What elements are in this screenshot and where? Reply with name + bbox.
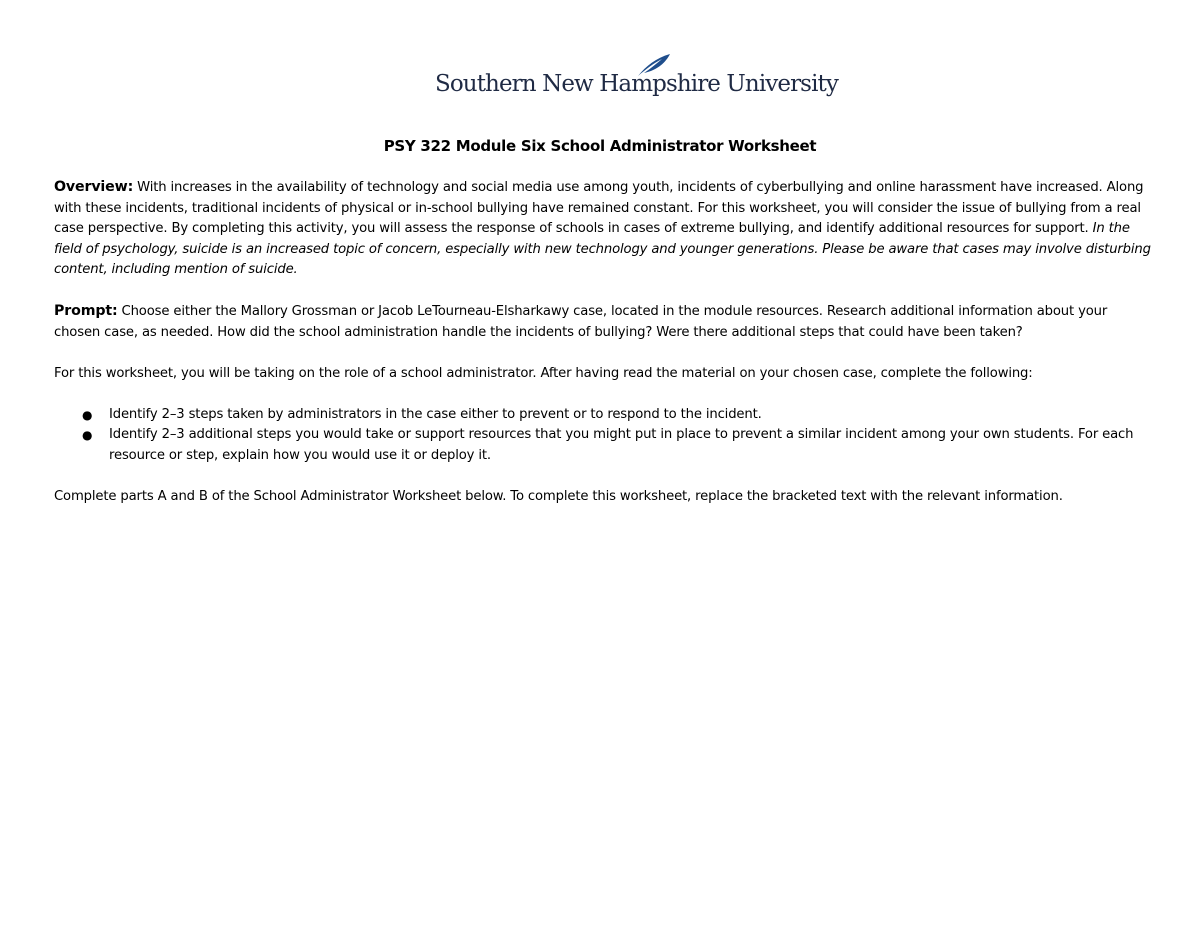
bullet-icon: ● [82,428,93,442]
list-item [82,405,1154,426]
prompt-paragraph [54,301,1154,343]
list-item [82,425,1154,466]
closing-paragraph: Complete parts A and B of the School Administrator Worksheet below. To complete this worksheet, replace the bracketed text with the relevant information. [54,488,1063,504]
overview-text: With increases in the availability of technology and social media use among youth, incidents of cyberbullying and online harassment have increased. Along with these incidents, traditional incidents of physical or in-school bullying have remained constant. For this worksheet, you will consider the issue of bullying from a real case perspective. By completing this activity, you will assess the response of schools in cases of extreme bullying, and identify additional resources for support. [54,180,1144,236]
step-text: Identify 2–3 steps taken by administrators in the case either to prevent or to respond to the incident. [109,406,762,422]
page-title: PSY 322 Module Six School Administrator Worksheet [383,137,817,155]
overview-warning: In the field of psychology, suicide is an increased topic of concern, especially with new technology and younger generations. Please be aware that cases may involve disturbing content, including mention of suicide. [54,221,1151,277]
overview-label: Overview: [54,179,134,195]
role-intro: For this worksheet, you will be taking on the role of a school administrator. After having read the material on your chosen case, complete the following: [54,365,1033,381]
document-body [54,177,1154,528]
prompt-text: Choose either the Mallory Grossman or Jacob LeTourneau-Elsharkawy case, located in the module resources. Research additional information about your chosen case, as needed. How did the school administration handle the incidents of bullying? Were there additional steps that could have been taken? [54,304,1108,340]
step-text: Identify 2–3 additional steps you would take or support resources that you might put in place to prevent a similar incident among your own students. For each resource or step, explain how you would use it or deploy it. [109,427,1134,463]
logo-text: Southern New Hampshire University [435,71,838,97]
bullet-icon: ● [82,407,93,422]
prompt-label: Prompt: [54,303,118,319]
university-logo [430,50,838,110]
overview-paragraph [54,177,1154,281]
steps-list [54,405,1154,467]
